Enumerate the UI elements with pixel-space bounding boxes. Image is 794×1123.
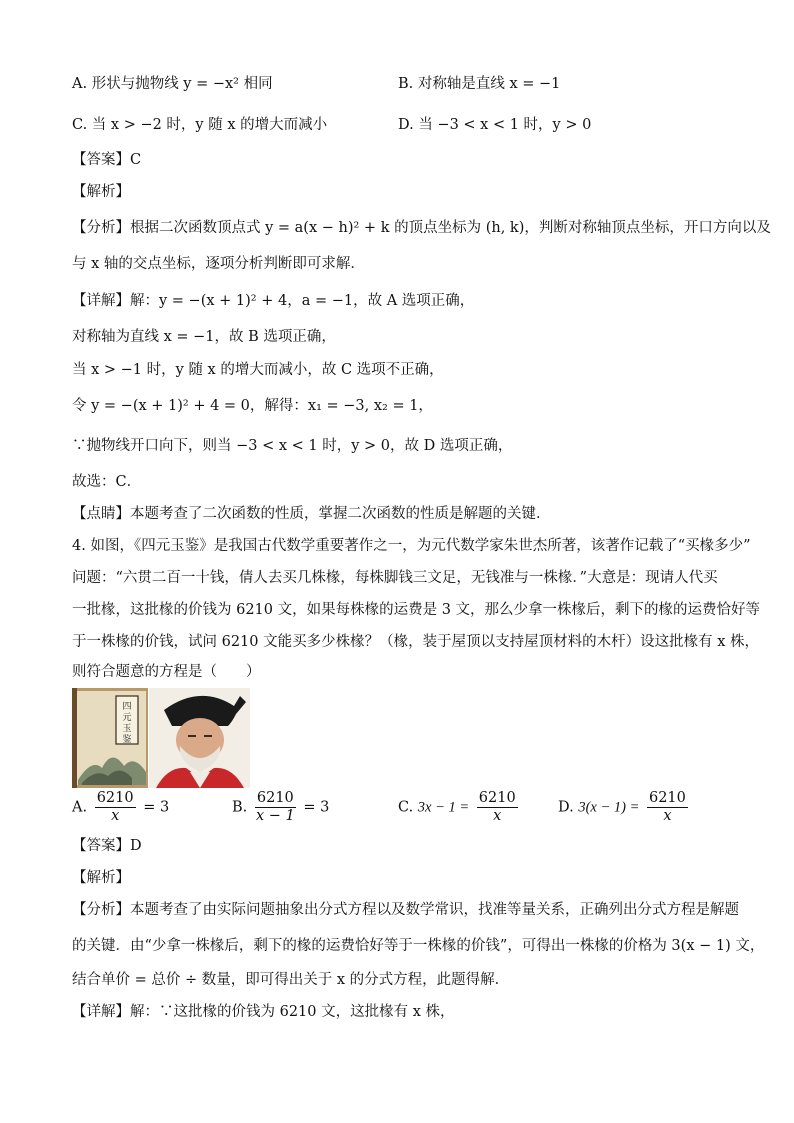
- analysis-text: 的关键．由“少拿一株椽后，剩下的椽的运费恰好等于一株椽的价钱”，可得出一株椽的价格为 3(x − 1) 文，: [72, 938, 765, 954]
- fraction: $\frac{6210}{x}$: [96, 790, 134, 824]
- question-stem: 则符合题意的方程是（ ）: [72, 664, 261, 680]
- detail-text: 【详解】解：∵这批椽的价钱为 6210 文，这批椽有 x 株，: [72, 1004, 455, 1020]
- book-title-char: 四: [122, 702, 132, 712]
- analysis-heading: 【解析】: [72, 870, 130, 886]
- detail-text: 令 y = −(x + 1)² + 4 = 0，解得：x₁ = −3, x₂ = 1，: [72, 398, 433, 414]
- option-d: D. 当 −3 < x < 1 时，y > 0: [398, 117, 592, 133]
- book-title-char: 元: [122, 713, 132, 723]
- option-d: D. 3(x − 1) = $\frac{6210}{x}$: [558, 790, 686, 824]
- detail-text: 故选：C．: [72, 474, 142, 490]
- option-c: C. 3x − 1 = $\frac{6210}{x}$: [398, 790, 516, 824]
- detail-text: 【详解】解：y = −(x + 1)² + 4，a = −1，故 A 选项正确，: [72, 293, 475, 309]
- question-stem: 一批椽，这批椽的价钱为 6210 文，如果每株椽的运费是 3 文，那么少拿一株椽后，剩下的椽的运费恰好等: [72, 602, 761, 618]
- detail-text: ∵抛物线开口向下，则当 −3 < x < 1 时，y > 0，故 D 选项正确，: [72, 438, 513, 454]
- analysis-text: 与 x 轴的交点坐标，逐项分析判断即可求解．: [72, 256, 365, 272]
- book-cover-image: [72, 688, 148, 788]
- key-point-text: 【点睛】本题考查了二次函数的性质，掌握二次函数的性质是解题的关键．: [72, 506, 551, 522]
- option-a: A. $\frac{6210}{x}$ = 3: [72, 790, 170, 824]
- option-b: B. 对称轴是直线 x = −1: [398, 76, 561, 92]
- option-c: C. 当 x > −2 时，y 随 x 的增大而减小: [72, 117, 328, 133]
- book-title-char: 玉: [122, 724, 132, 734]
- fraction: $\frac{6210}{x - 1}$: [255, 790, 295, 824]
- question-stem: 问题：“六贯二百一十钱，倩人去买几株椽，每株脚钱三文足，无钱准与一株椽．”大意是：现请人代买: [72, 570, 718, 586]
- book-and-portrait-figure: [72, 688, 250, 788]
- portrait-image: [149, 688, 250, 788]
- book-title-char: 鉴: [122, 735, 132, 745]
- analysis-heading: 【解析】: [72, 184, 130, 200]
- answer-label: 【答案】D: [72, 838, 142, 854]
- analysis-text: 结合单价 = 总价 ÷ 数量，即可得出关于 x 的分式方程，此题得解．: [72, 972, 510, 988]
- analysis-text: 【分析】根据二次函数顶点式 y = a(x − h)² + k 的顶点坐标为 (h, k)，判断对称轴顶点坐标，开口方向以及: [72, 220, 771, 236]
- analysis-text: 【分析】本题考查了由实际问题抽象出分式方程以及数学常识，找准等量关系，正确列出分式方程是解题: [72, 902, 739, 918]
- detail-text: 对称轴为直线 x = −1，故 B 选项正确，: [72, 329, 336, 345]
- option-b: B. $\frac{6210}{x - 1}$ = 3: [232, 790, 330, 824]
- detail-text: 当 x > −1 时，y 随 x 的增大而减小，故 C 选项不正确，: [72, 362, 444, 378]
- question-stem: 4. 如图，《四元玉鉴》是我国古代数学重要著作之一，为元代数学家朱世杰所著，该著作记载了“买椽多少”: [72, 538, 751, 554]
- answer-label: 【答案】C: [72, 152, 142, 168]
- fraction: $\frac{6210}{x}$: [478, 790, 516, 824]
- option-a: A. 形状与抛物线 y = −x² 相同: [72, 76, 273, 92]
- question-stem: 于一株椽的价钱，试问 6210 文能买多少株椽？（椽，装于屋顶以支持屋顶材料的木杆）设这批椽有 x 株，: [72, 634, 760, 650]
- fraction: $\frac{6210}{x}$: [648, 790, 686, 824]
